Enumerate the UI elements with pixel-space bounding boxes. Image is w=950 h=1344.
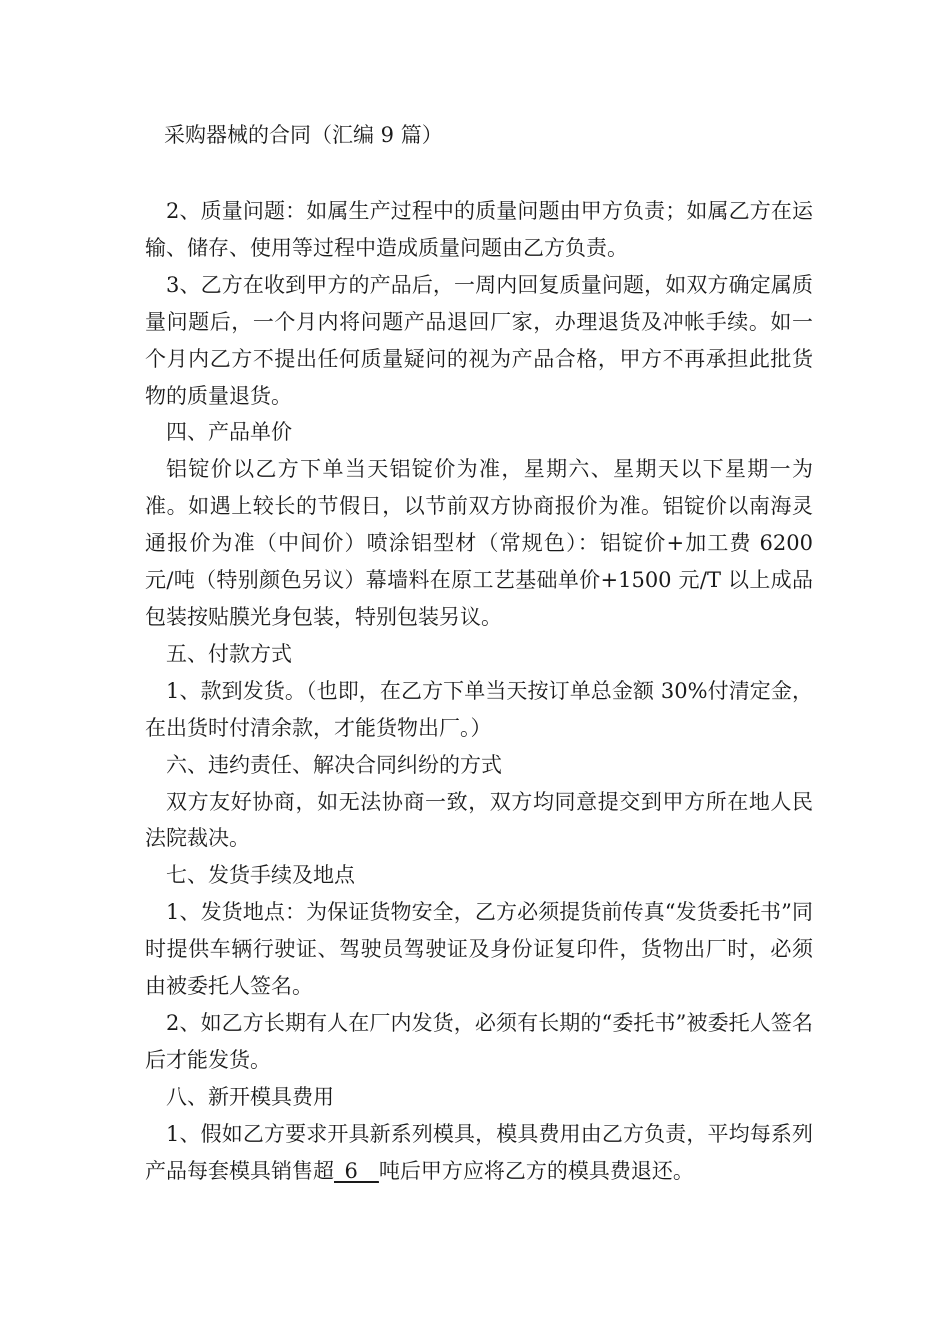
document-body (145, 193, 813, 1189)
section-heading-unit-price: 四、产品单价 (166, 420, 292, 445)
paragraph-quality-reply: 3、乙方在收到甲方的产品后，一周内回复质量问题，如双方确定属质量问题后，一个月内将问题产品退回厂家，办理退货及冲帐手续。如一个月内乙方不提出任何质量疑问的视为产品合格，甲方不再承担此批货物的质量退货。 (145, 272, 813, 408)
paragraph-mold-fee (145, 1116, 813, 1190)
paragraph-delivery-authorization: 2、如乙方长期有人在厂内发货，必须有长期的“委托书”被委托人签名后才能发货。 (145, 1010, 813, 1072)
paragraph-delivery-location: 1、发货地点：为保证货物安全，乙方必须提货前传真“发货委托书”同时提供车辆行驶证、驾驶员驾驶证及身份证复印件，货物出厂时，必须由被委托人签名。 (145, 900, 813, 999)
section-heading-mold-fee: 八、新开模具费用 (166, 1084, 334, 1109)
section-heading-liability: 六、违约责任、解决合同纠纷的方式 (166, 752, 502, 777)
section-heading-payment: 五、付款方式 (166, 641, 292, 666)
mold-fee-quantity-blank: _6__ (334, 1158, 379, 1183)
mold-fee-text-before: 1、假如乙方要求开具新系列模具，模具费用由乙方负责，平均每系列产品每套模具销售超 (145, 1121, 813, 1183)
mold-fee-text-after: 吨后甲方应将乙方的模具费退还。 (378, 1158, 694, 1183)
paragraph-unit-price: 铝锭价以乙方下单当天铝锭价为准，星期六、星期天以下星期一为准。如遇上较长的节假日，以节前双方协商报价为准。铝锭价以南海灵通报价为准（中间价）喷涂铝型材（常规色）：铝锭价+加工费 6200 元/吨（特别颜色另议）幕墙料在原工艺基础单价+1500 元/T 以上成品包装按贴膜光身包装，特别包装另议。 (145, 457, 813, 629)
paragraph-payment: 1、款到发货。（也即，在乙方下单当天按订单总金额 30%付清定金，在出货时付清余款，才能货物出厂。） (145, 678, 813, 740)
section-heading-delivery: 七、发货手续及地点 (166, 863, 355, 888)
document-title: 采购器械的合同（汇编 9 篇） (164, 123, 443, 147)
paragraph-quality-issue: 2、质量问题：如属生产过程中的质量问题由甲方负责；如属乙方在运输、储存、使用等过程中造成质量问题由乙方负责。 (145, 199, 813, 260)
paragraph-liability: 双方友好协商，如无法协商一致，双方均同意提交到甲方所在地人民法院裁决。 (145, 789, 813, 851)
